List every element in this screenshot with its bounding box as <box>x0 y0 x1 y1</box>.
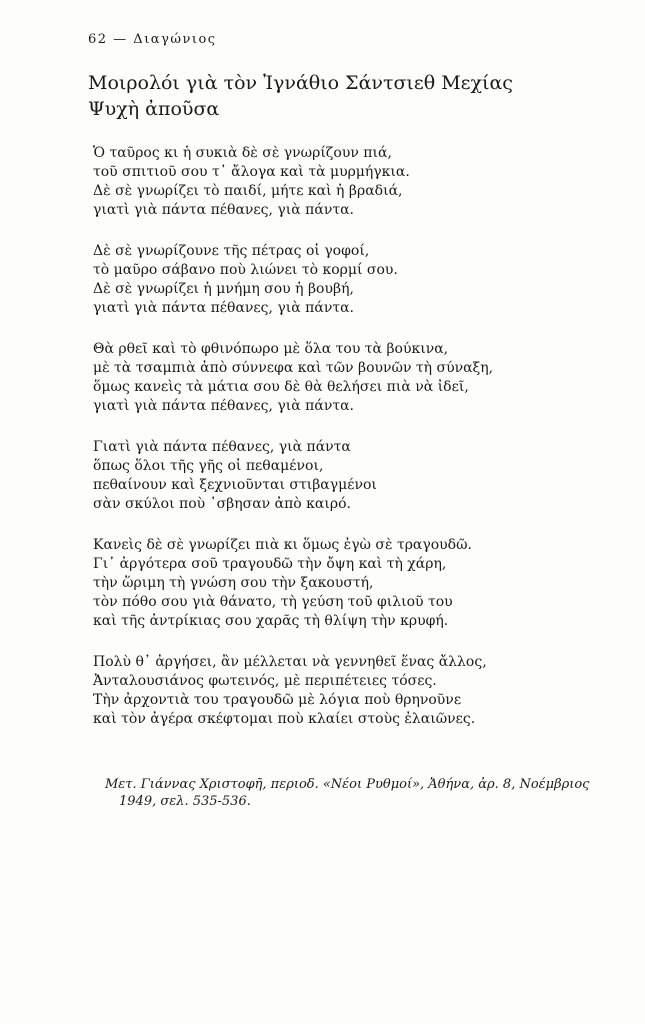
stanza-1 <box>93 144 613 220</box>
verse-line: γιατὶ γιὰ πάντα πέθανες, γιὰ πάντα. <box>93 300 354 316</box>
verse-line: γιατὶ γιὰ πάντα πέθανες, γιὰ πάντα. <box>93 398 354 414</box>
verse-line: τοῦ σπιτιοῦ σου τ᾽ ἄλογα καὶ τὰ μυρμήγκια. <box>93 164 410 180</box>
verse-line: Γιατὶ γιὰ πάντα πέθανες, γιὰ πάντα <box>93 439 351 455</box>
verse-line: Ἀνταλουσιάνος φωτεινός, μὲ περιπέτειες τόσες. <box>93 673 437 689</box>
stanza-5 <box>93 536 613 631</box>
verse-line: ὅμως κανεὶς τὰ μάτια σου δὲ θὰ θελήσει πιὰ νὰ ἰδεῖ, <box>93 379 469 395</box>
verse-line: Δὲ σὲ γνωρίζουνε τῆς πέτρας οἱ γοφοί, <box>93 243 370 259</box>
translation-citation <box>105 776 605 810</box>
verse-line: Θὰ ρθεῖ καὶ τὸ φθινόπωρο μὲ ὅλα του τὰ βούκινα, <box>93 341 449 357</box>
verse-line: Ὁ ταῦρος κι ἡ συκιὰ δὲ σὲ γνωρίζουν πιά, <box>93 145 392 161</box>
verse-line: σὰν σκύλοι ποὺ ᾽σβησαν ἀπὸ καιρό. <box>93 496 351 512</box>
title-line-1: Μοιρολόι γιὰ τὸν Ἰγνάθιο Σάντσιεθ Μεχίας <box>88 72 513 94</box>
verse-line: τὴν ὥριμη τὴ γνώση σου τὴν ξακουστή, <box>93 575 374 591</box>
citation-line-1: Μετ. Γιάννας Χριστοφῆ, περιοδ. «Νέοι Ρυθμοί», Ἀθήνα, ἀρ. 8, Νοέμβριος <box>105 777 590 792</box>
verse-line: πεθαίνουν καὶ ξεχνιοῦνται στιβαγμένοι <box>93 477 377 493</box>
verse-line: Πολὺ θ᾽ ἀργήσει, ἂν μέλλεται νὰ γεννηθεῖ ἕνας ἄλλος, <box>93 654 487 670</box>
verse-line: καὶ τὸν ἀγέρα σκέφτομαι ποὺ κλαίει στοὺς ἐλαιῶνες. <box>93 711 476 727</box>
stanza-2 <box>93 242 613 318</box>
verse-line: μὲ τὰ τσαμπιὰ ἀπὸ σύννεφα καὶ τῶν βουνῶν τὴ σύναξη, <box>93 360 494 376</box>
citation-line-2: 1949, σελ. 535-536. <box>119 794 251 809</box>
verse-line: ὅπως ὅλοι τῆς γῆς οἱ πεθαμένοι, <box>93 458 324 474</box>
verse-line: Γι᾽ ἀργότερα σοῦ τραγουδῶ τὴν ὄψη καὶ τὴ χάρη, <box>93 556 447 572</box>
verse-line: τὸν πόθο σου γιὰ θάνατο, τὴ γεύση τοῦ φιλιοῦ του <box>93 594 453 610</box>
stanza-4 <box>93 438 613 514</box>
poem-title <box>88 70 513 122</box>
title-line-2: Ψυχὴ ἀποῦσα <box>88 98 220 120</box>
verse-line: καὶ τῆς ἀντρίκιας σου χαρᾶς τὴ θλίψη τὴν κρυφή. <box>93 613 449 629</box>
verse-line: Δὲ σὲ γνωρίζει ἡ μνήμη σου ἡ βουβή, <box>93 281 354 297</box>
poem-body <box>93 144 613 751</box>
running-head: 62 — Διαγώνιος <box>88 32 217 47</box>
verse-line: Κανεὶς δὲ σὲ γνωρίζει πιὰ κι ὅμως ἐγὼ σὲ τραγουδῶ. <box>93 537 472 553</box>
verse-line: γιατὶ γιὰ πάντα πέθανες, γιὰ πάντα. <box>93 202 354 218</box>
verse-line: Τὴν ἀρχοντιὰ του τραγουδῶ μὲ λόγια ποὺ θρηνοῦνε <box>93 692 462 708</box>
verse-line: Δὲ σὲ γνωρίζει τὸ παιδί, μήτε καὶ ἡ βραδιά, <box>93 183 403 199</box>
verse-line: τὸ μαῦρο σάβανο ποὺ λιώνει τὸ κορμί σου. <box>93 262 398 278</box>
stanza-3 <box>93 340 613 416</box>
stanza-6 <box>93 653 613 729</box>
